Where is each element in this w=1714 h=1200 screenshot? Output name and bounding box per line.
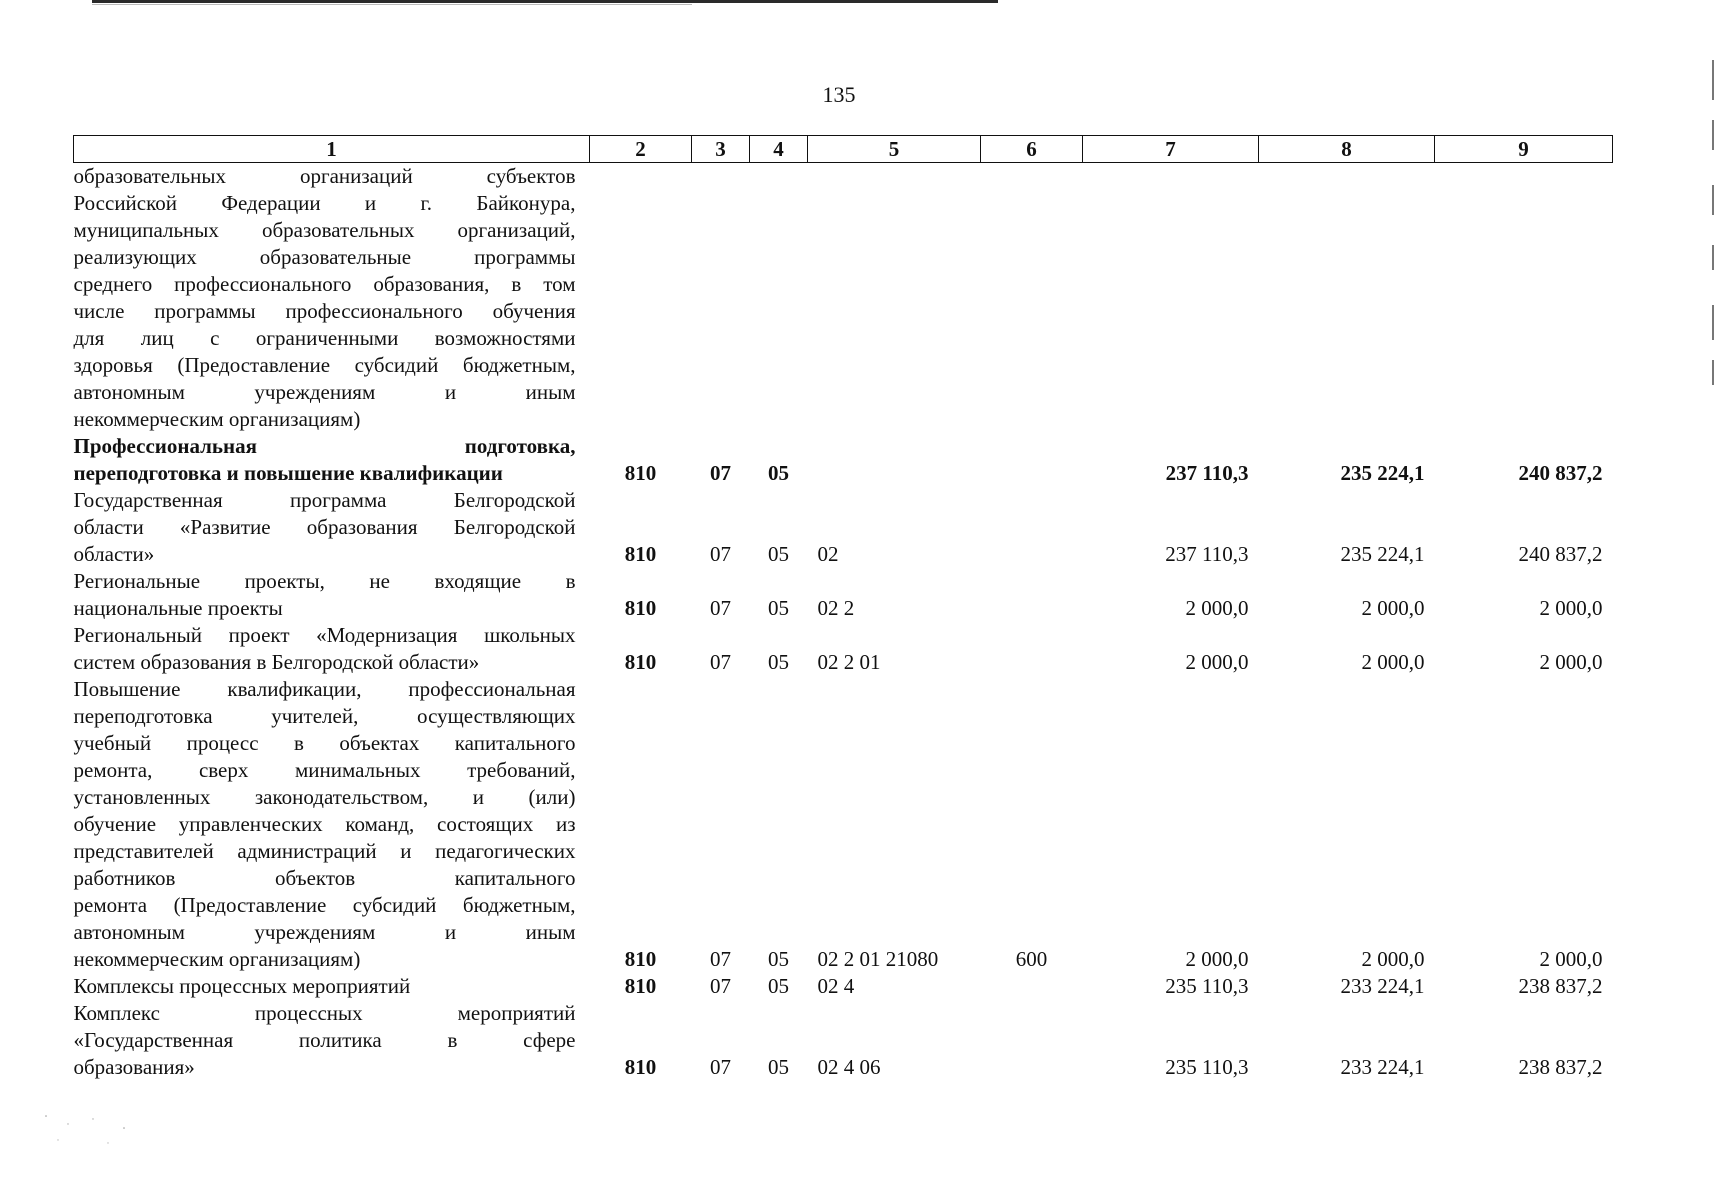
scan-top-border-thin: [92, 4, 692, 5]
cell-amount-year1: 235 110,3: [1165, 1055, 1249, 1079]
cell-subsection: 05: [768, 947, 789, 971]
table-row: [74, 622, 1613, 676]
cell-section: 07: [710, 650, 731, 674]
description-line: Региональные проекты, не входящие в: [73, 569, 576, 593]
cell-section: 07: [710, 542, 731, 566]
description-line: некоммерческим организациям): [73, 407, 361, 431]
description-line: здоровья (Предоставление субсидий бюджетным,: [73, 353, 576, 377]
description-line: автономным учреждениям и иным: [73, 920, 576, 944]
description-line: муниципальных образовательных организаций,: [73, 218, 576, 242]
cell-target-article: 02 2 01: [817, 650, 881, 674]
description-line: Профессиональная подготовка,: [73, 434, 576, 458]
cell-description: [74, 433, 590, 487]
description-line: Комплекс процессных мероприятий: [73, 1001, 576, 1025]
cell-section: 07: [710, 947, 731, 971]
cell-description: [74, 568, 590, 622]
description-line: Комплексы процессных мероприятий: [73, 974, 411, 998]
header-cell: 8: [1259, 136, 1435, 163]
header-cell: 6: [981, 136, 1083, 163]
cell-expense-type: [981, 973, 1083, 1000]
description-line: реализующих образовательные программы: [73, 245, 576, 269]
cell-ministry: 810: [624, 596, 657, 620]
cell-ministry: [590, 163, 692, 434]
description-line: числе программы профессионального обучения: [73, 299, 576, 323]
cell-amount-year1: 235 110,3: [1165, 974, 1249, 998]
table-body: [74, 163, 1613, 1082]
description-line: «Государственная политика в сфере: [73, 1028, 576, 1052]
cell-amount-year1: [1083, 163, 1259, 434]
description-line: ремонта (Предоставление субсидий бюджетным,: [73, 893, 576, 917]
description-line: представителей администраций и педагогических: [73, 839, 576, 863]
description-line: области «Развитие образования Белгородской: [73, 515, 576, 539]
cell-amount-year2: 233 224,1: [1340, 974, 1425, 998]
header-cell: 5: [808, 136, 981, 163]
cell-amount-year2: 235 224,1: [1340, 542, 1425, 566]
cell-expense-type: [981, 487, 1083, 568]
description-line: Региональный проект «Модернизация школьных: [73, 623, 576, 647]
cell-subsection: 05: [768, 650, 789, 674]
cell-ministry: 810: [624, 461, 657, 485]
cell-section: 07: [710, 461, 731, 485]
cell-amount-year2: [1259, 163, 1435, 434]
cell-target-article: [808, 433, 981, 487]
cell-amount-year1: 237 110,3: [1165, 542, 1249, 566]
description-line: ремонта, сверх минимальных требований,: [73, 758, 576, 782]
description-line: систем образования в Белгородской области»: [73, 650, 480, 674]
cell-description: [74, 622, 590, 676]
cell-expense-type: [981, 163, 1083, 434]
cell-amount-year1: 237 110,3: [1165, 461, 1249, 485]
scan-top-border: [92, 0, 998, 3]
table-row: [74, 1000, 1613, 1081]
budget-table: [73, 135, 1613, 1081]
cell-amount-year2: 2 000,0: [1361, 596, 1425, 620]
cell-subsection: 05: [768, 596, 789, 620]
header-cell: 3: [692, 136, 750, 163]
cell-expense-type: [981, 568, 1083, 622]
description-line: образовательных организаций субъектов: [73, 164, 576, 188]
cell-amount-year3: 2 000,0: [1539, 650, 1603, 674]
cell-ministry: 810: [624, 542, 657, 566]
cell-amount-year2: 233 224,1: [1340, 1055, 1425, 1079]
cell-amount-year2: 235 224,1: [1340, 461, 1425, 485]
cell-target-article: 02 4: [817, 974, 855, 998]
description-line: среднего профессионального образования, в том: [73, 272, 576, 296]
cell-amount-year1: 2 000,0: [1185, 947, 1249, 971]
cell-ministry: 810: [624, 947, 657, 971]
description-line: образования»: [73, 1055, 195, 1079]
cell-amount-year3: 2 000,0: [1539, 947, 1603, 971]
cell-description: [74, 487, 590, 568]
cell-amount-year1: 2 000,0: [1185, 650, 1249, 674]
cell-amount-year2: 2 000,0: [1361, 947, 1425, 971]
table-header-row: [74, 136, 1613, 163]
cell-ministry: 810: [624, 650, 657, 674]
page-number: 135: [822, 82, 856, 107]
table-row: [74, 487, 1613, 568]
cell-target-article: 02 2: [817, 596, 855, 620]
header-cell: 1: [74, 136, 590, 163]
header-cell: 4: [750, 136, 808, 163]
cell-description: [74, 973, 590, 1000]
description-line: переподготовка учителей, осуществляющих: [73, 704, 576, 728]
description-line: области»: [73, 542, 155, 566]
cell-target-article: 02 2 01 21080: [817, 947, 939, 971]
cell-subsection: 05: [768, 974, 789, 998]
cell-section: [692, 163, 750, 434]
table-row: [74, 973, 1613, 1000]
cell-ministry: 810: [624, 1055, 657, 1079]
description-line: Государственная программа Белгородской: [73, 488, 576, 512]
cell-section: 07: [710, 974, 731, 998]
cell-expense-type: 600: [1015, 947, 1048, 971]
description-line: для лиц с ограниченными возможностями: [73, 326, 576, 350]
cell-target-article: 02: [817, 542, 839, 566]
table-row: [74, 676, 1613, 973]
description-line: Повышение квалификации, профессиональная: [73, 677, 576, 701]
cell-section: 07: [710, 1055, 731, 1079]
description-line: учебный процесс в объектах капитального: [73, 731, 576, 755]
cell-amount-year2: 2 000,0: [1361, 650, 1425, 674]
cell-subsection: 05: [768, 542, 789, 566]
description-line: обучение управленческих команд, состоящих из: [73, 812, 576, 836]
cell-amount-year3: 238 837,2: [1518, 1055, 1603, 1079]
cell-amount-year1: 2 000,0: [1185, 596, 1249, 620]
description-line: некоммерческим организациям): [73, 947, 361, 971]
table-row: [74, 568, 1613, 622]
table-row: [74, 163, 1613, 434]
header-cell: 2: [590, 136, 692, 163]
description-line: автономным учреждениям и иным: [73, 380, 576, 404]
scan-noise: [38, 1110, 148, 1150]
cell-description: [74, 163, 590, 434]
cell-expense-type: [981, 433, 1083, 487]
cell-amount-year3: 240 837,2: [1518, 542, 1603, 566]
cell-subsection: [750, 163, 808, 434]
table-row: [74, 433, 1613, 487]
cell-description: [74, 1000, 590, 1081]
description-line: переподготовка и повышение квалификации: [73, 461, 503, 485]
cell-amount-year3: [1435, 163, 1613, 434]
description-line: Российской Федерации и г. Байконура,: [73, 191, 576, 215]
cell-subsection: 05: [768, 461, 789, 485]
cell-target-article: [808, 163, 981, 434]
cell-amount-year3: 2 000,0: [1539, 596, 1603, 620]
cell-expense-type: [981, 622, 1083, 676]
cell-ministry: 810: [624, 974, 657, 998]
cell-description: [74, 676, 590, 973]
description-line: работников объектов капитального: [73, 866, 576, 890]
cell-subsection: 05: [768, 1055, 789, 1079]
cell-target-article: 02 4 06: [817, 1055, 881, 1079]
header-cell: 9: [1435, 136, 1613, 163]
cell-amount-year3: 238 837,2: [1518, 974, 1603, 998]
header-cell: 7: [1083, 136, 1259, 163]
cell-amount-year3: 240 837,2: [1518, 461, 1603, 485]
description-line: национальные проекты: [73, 596, 283, 620]
cell-section: 07: [710, 596, 731, 620]
cell-expense-type: [981, 1000, 1083, 1081]
description-line: установленных законодательством, и (или): [73, 785, 576, 809]
